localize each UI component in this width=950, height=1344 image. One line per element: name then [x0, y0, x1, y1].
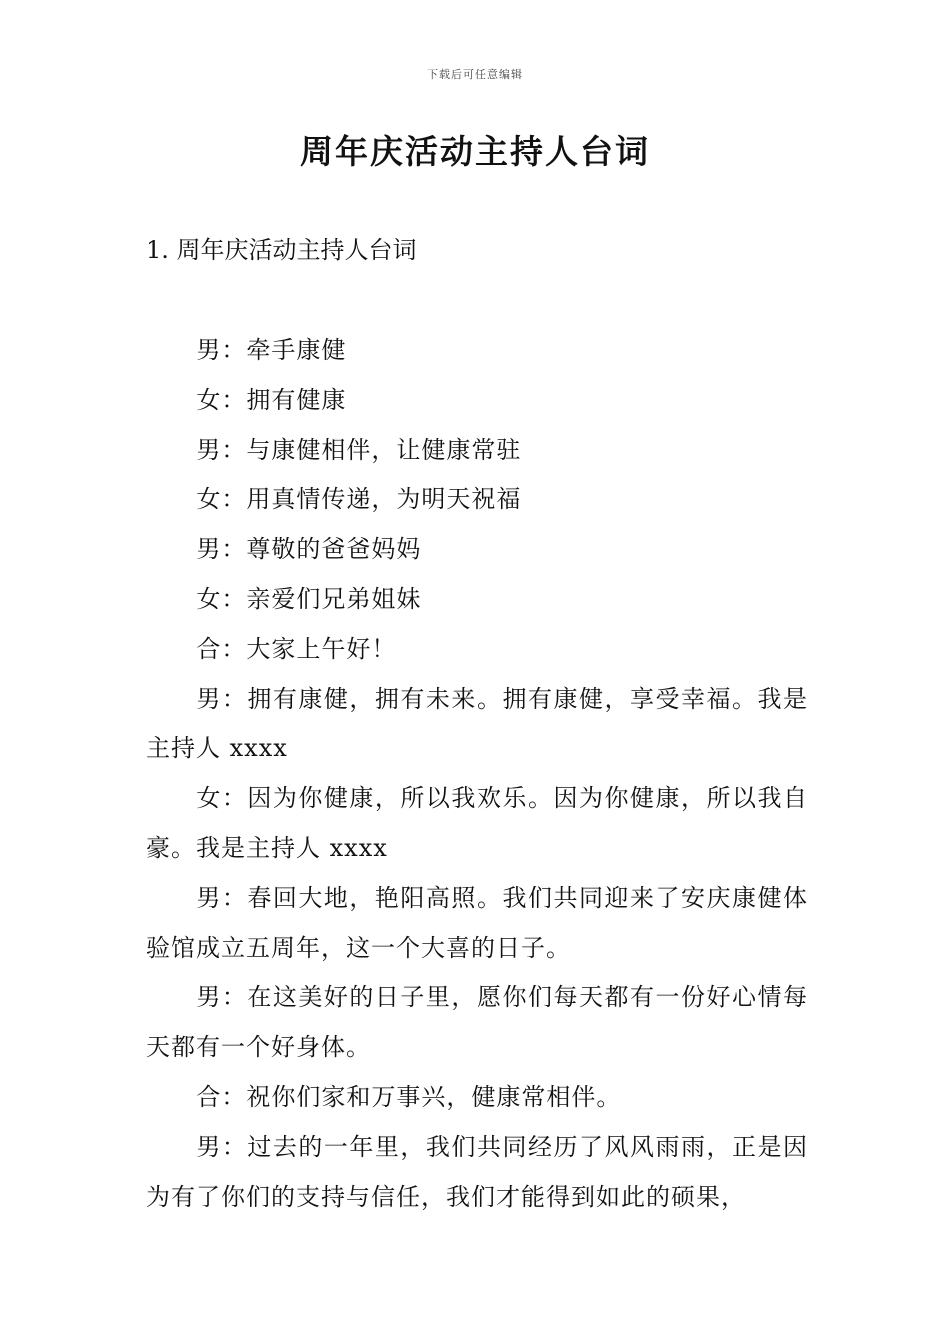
document-body [146, 326, 808, 1222]
section-heading: 1. 周年庆活动主持人台词 [146, 236, 417, 264]
dialogue-line: 女：因为你健康，所以我欢乐。因为你健康，所以我自豪。我是主持人 xxxx [146, 784, 808, 862]
dialogue-line: 男：牵手康健 [196, 336, 347, 364]
dialogue-line: 男：过去的一年里，我们共同经历了风风雨雨，正是因为有了你们的支持与信任，我们才能得到如此的硕果， [146, 1132, 808, 1211]
dialogue-line: 女：拥有健康 [196, 385, 347, 414]
dialogue-line: 男：春回大地，艳阳高照。我们共同迎来了安庆康健体验馆成立五周年，这一个大喜的日子。 [146, 883, 808, 962]
dialogue-line: 合：大家上午好！ [196, 634, 397, 663]
dialogue-line: 男：尊敬的爸爸妈妈 [196, 535, 422, 564]
dialogue-line: 女：亲爱们兄弟姐妹 [196, 584, 422, 613]
header-note: 下载后可任意编辑 [427, 68, 523, 81]
document-title: 周年庆活动主持人台词 [300, 132, 650, 171]
dialogue-line: 男：拥有康健，拥有未来。拥有康健，享受幸福。我是主持人 xxxx [146, 684, 808, 763]
dialogue-line: 男：与康健相伴，让健康常驻 [196, 435, 522, 464]
dialogue-line: 女：用真情传递，为明天祝福 [196, 485, 522, 514]
dialogue-line: 男：在这美好的日子里，愿你们每天都有一份好心情每天都有一个好身体。 [146, 983, 808, 1062]
dialogue-line: 合：祝你们家和万事兴，健康常相伴。 [196, 1082, 622, 1111]
